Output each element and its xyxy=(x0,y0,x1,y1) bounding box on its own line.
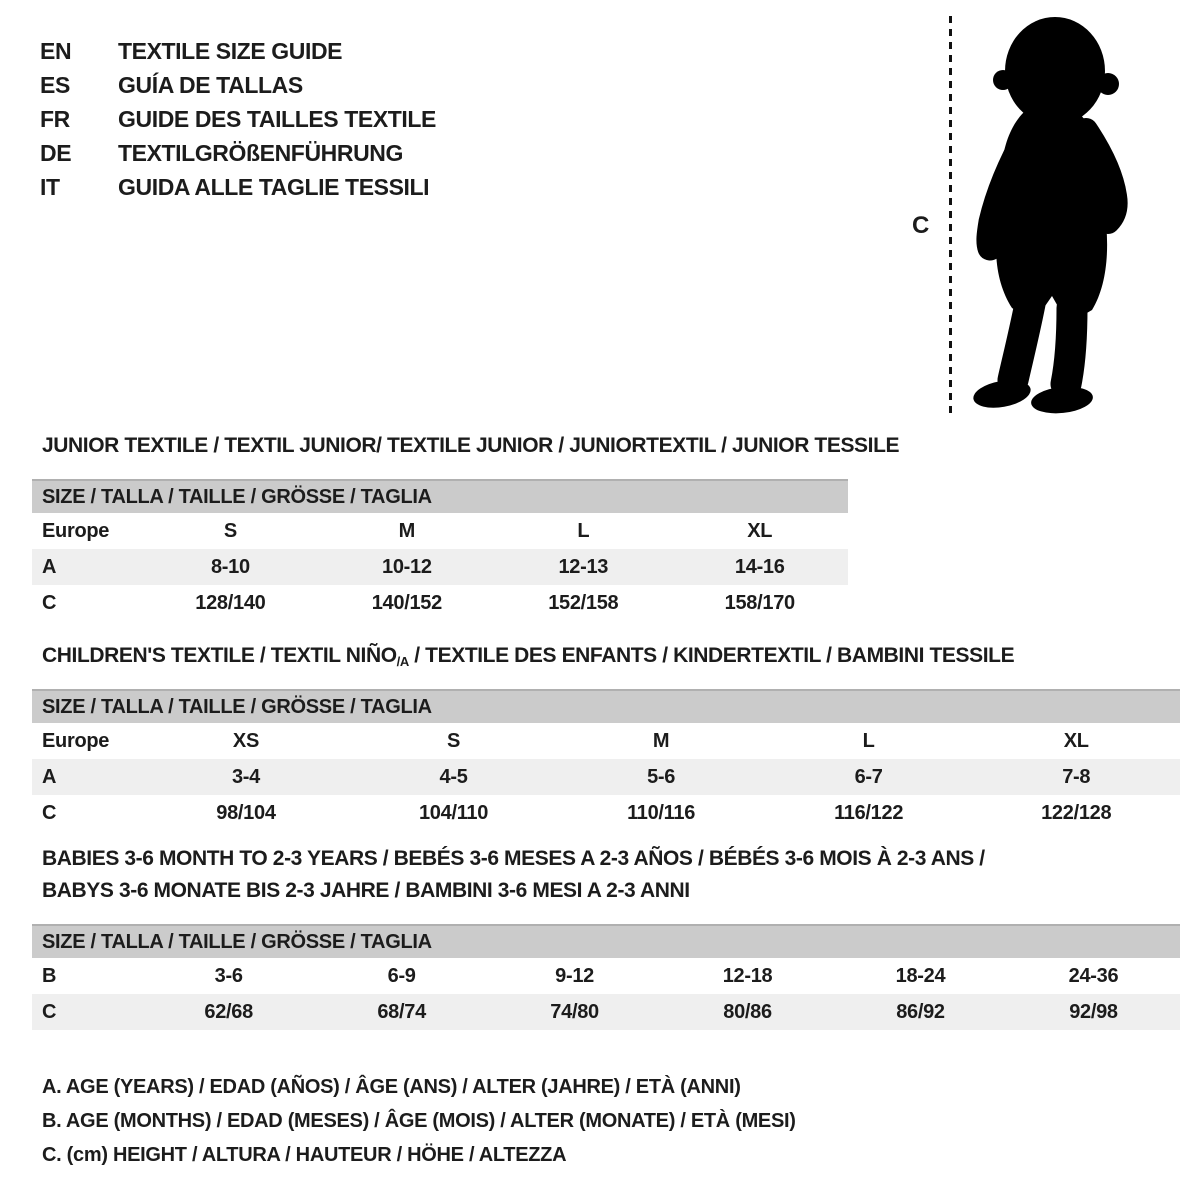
table-row xyxy=(32,549,848,585)
table-row xyxy=(32,994,1180,1030)
value-cell: 7-8 xyxy=(972,759,1180,795)
language-row xyxy=(40,34,436,68)
value-cell: 86/92 xyxy=(834,994,1007,1030)
table-row xyxy=(32,723,1180,759)
value-cell: 140/152 xyxy=(371,591,442,614)
language-row xyxy=(40,136,436,170)
row-label: C xyxy=(42,591,57,614)
size-cell: XS xyxy=(232,729,260,752)
size-cell: S xyxy=(223,519,237,542)
value-cell: 92/98 xyxy=(1007,994,1180,1030)
value-cell: 68/74 xyxy=(315,994,488,1030)
language-code: FR xyxy=(40,106,70,132)
language-row xyxy=(40,102,436,136)
language-row xyxy=(40,68,436,102)
value-cell: 14-16 xyxy=(672,549,848,585)
value-cell: 5-6 xyxy=(557,759,765,795)
legend xyxy=(42,1070,796,1172)
height-measure-dashed-line xyxy=(949,16,952,415)
table-row xyxy=(32,795,1180,831)
size-cell: M xyxy=(398,519,416,542)
table-row xyxy=(32,958,1180,994)
row-label: B xyxy=(42,964,57,987)
value-cell: 104/110 xyxy=(418,801,489,824)
language-title: TEXTILGRÖßENFÜHRUNG xyxy=(118,140,403,166)
size-header-bar: SIZE / TALLA / TAILLE / GRÖSSE / TAGLIA xyxy=(32,480,848,513)
children-size-table xyxy=(32,689,1180,831)
language-row xyxy=(40,170,436,204)
table-row xyxy=(32,513,848,549)
value-cell: 152/158 xyxy=(548,591,619,614)
legend-line-b: B. AGE (MONTHS) / EDAD (MESES) / ÂGE (MOIS) / ALTER (MONATE) / ETÀ (MESI) xyxy=(42,1110,796,1132)
size-header-bar: SIZE / TALLA / TAILLE / GRÖSSE / TAGLIA xyxy=(32,925,1180,958)
table-row xyxy=(32,759,1180,795)
value-cell: 158/170 xyxy=(724,591,795,614)
value-cell: 6-7 xyxy=(765,759,973,795)
size-cell: M xyxy=(652,729,670,752)
value-cell: 12-13 xyxy=(495,549,671,585)
value-cell: 116/122 xyxy=(834,801,904,824)
junior-section-title: JUNIOR TEXTILE / TEXTIL JUNIOR/ TEXTILE JUNIOR / JUNIORTEXTIL / JUNIOR TESSILE xyxy=(42,434,900,457)
legend-line-c: C. (cm) HEIGHT / ALTURA / HAUTEUR / HÖHE / ALTEZZA xyxy=(42,1144,567,1166)
value-cell: 9-12 xyxy=(555,964,594,987)
size-cell: XL xyxy=(747,519,773,542)
size-cell: L xyxy=(577,519,590,542)
value-cell: 6-9 xyxy=(387,964,416,987)
language-title: TEXTILE SIZE GUIDE xyxy=(118,38,343,64)
children-section-title: CHILDREN'S TEXTILE / TEXTIL $NIÑO_{/A}$ / TEXTILE DES ENFANTS / KINDERTEXTIL / BAMBINI TESSILE xyxy=(42,644,1015,669)
babies-section-title-line2: BABYS 3-6 MONATE BIS 2-3 JAHRE / BAMBINI 3-6 MESI A 2-3 ANNI xyxy=(42,879,690,902)
language-title: GUIDE DES TAILLES TEXTILE xyxy=(118,106,436,132)
language-code: IT xyxy=(40,174,60,200)
value-cell: 3-6 xyxy=(214,964,243,987)
baby-silhouette xyxy=(966,16,1142,416)
table-row xyxy=(32,585,848,621)
value-cell: 3-4 xyxy=(142,759,350,795)
language-list xyxy=(40,34,436,204)
language-title: GUIDA ALLE TAGLIE TESSILI xyxy=(118,174,430,200)
value-cell: 122/128 xyxy=(1041,801,1112,824)
value-cell: 74/80 xyxy=(488,994,661,1030)
value-cell: 8-10 xyxy=(142,549,318,585)
height-measure-label: C xyxy=(912,212,930,239)
legend-line-a: A. AGE (YEARS) / EDAD (AÑOS) / ÂGE (ANS) / ALTER (JAHRE) / ETÀ (ANNI) xyxy=(42,1076,741,1098)
value-cell: 24-36 xyxy=(1068,964,1119,987)
language-title: GUÍA DE TALLAS xyxy=(118,72,303,98)
value-cell: 62/68 xyxy=(142,994,315,1030)
language-code: DE xyxy=(40,140,72,166)
value-cell: 128/140 xyxy=(195,591,266,614)
row-label: A xyxy=(32,549,142,585)
size-cell: XL xyxy=(1063,729,1089,752)
row-label: C xyxy=(42,801,57,824)
size-header-bar: SIZE / TALLA / TAILLE / GRÖSSE / TAGLIA xyxy=(32,690,1180,723)
value-cell: 110/116 xyxy=(627,801,696,824)
size-cell: L xyxy=(862,729,875,752)
value-cell: 18-24 xyxy=(895,964,946,987)
language-code: ES xyxy=(40,72,70,98)
junior-size-table xyxy=(32,479,848,621)
babies-size-table xyxy=(32,924,1180,1030)
value-cell: 12-18 xyxy=(722,964,773,987)
value-cell: 4-5 xyxy=(350,759,558,795)
value-cell: 98/104 xyxy=(216,801,276,824)
row-label: C xyxy=(32,994,142,1030)
value-cell: 10-12 xyxy=(319,549,495,585)
size-cell: S xyxy=(447,729,461,752)
language-code: EN xyxy=(40,38,72,64)
row-label: Europe xyxy=(42,729,110,752)
row-label: Europe xyxy=(42,519,110,542)
row-label: A xyxy=(32,759,142,795)
value-cell: 80/86 xyxy=(661,994,834,1030)
babies-section-title-line1: BABIES 3-6 MONTH TO 2-3 YEARS / BEBÉS 3-6 MESES A 2-3 AÑOS / BÉBÉS 3-6 MOIS À 2-3 ANS / xyxy=(42,847,985,870)
